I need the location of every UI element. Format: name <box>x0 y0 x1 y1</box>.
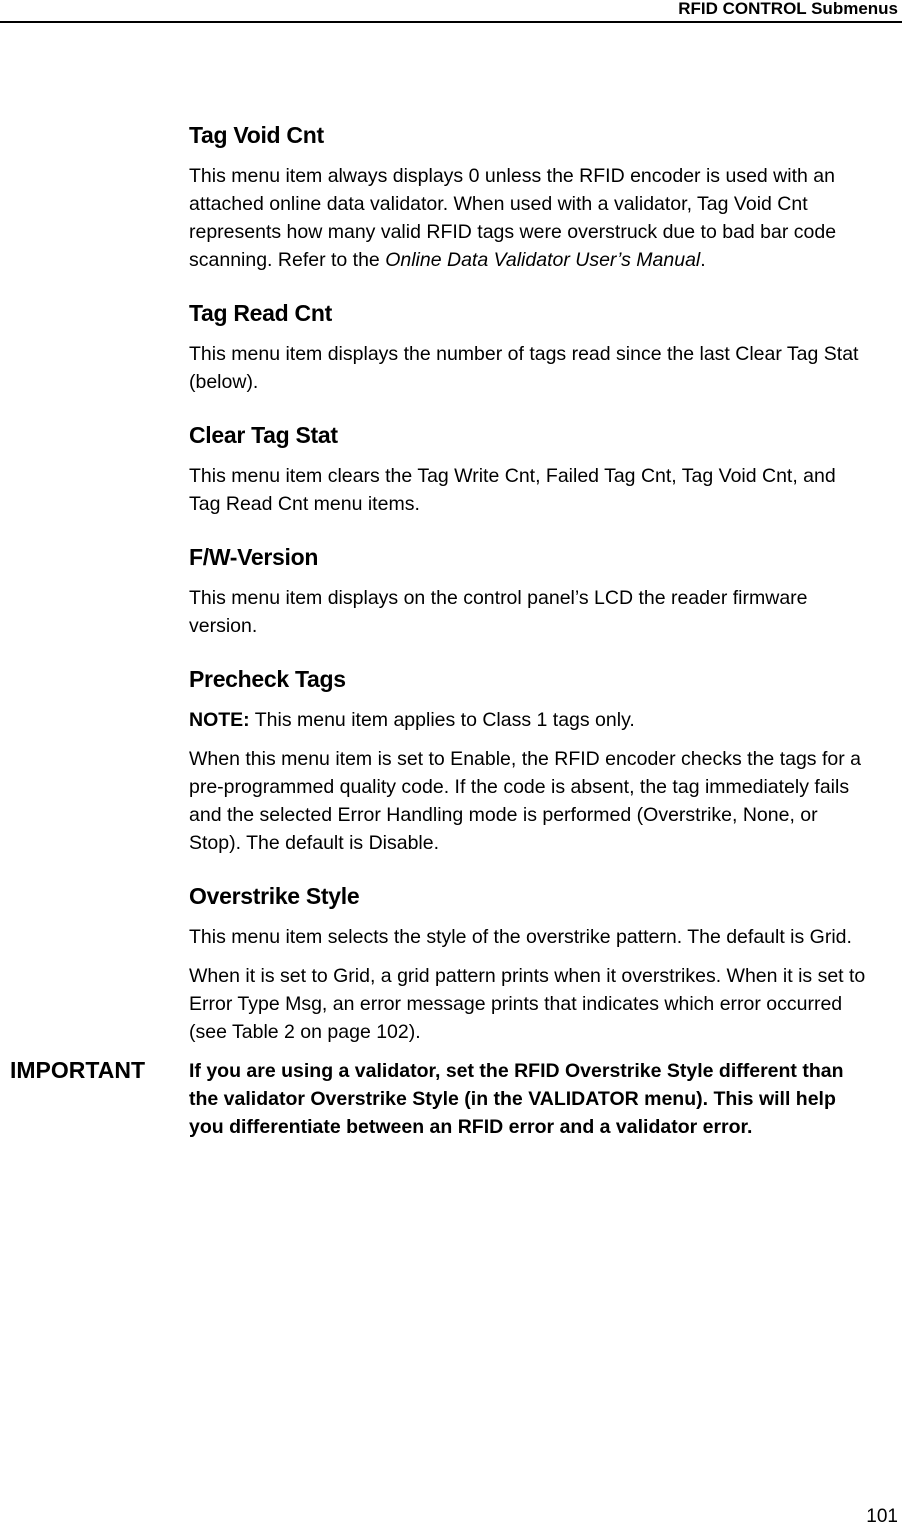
text-segment: Error Type Msg, an error message prints that indicates which error occurred <box>189 993 843 1015</box>
text-line <box>189 745 901 773</box>
text-line <box>189 706 901 734</box>
text-segment: and the selected Error Handling mode is performed (Overstrike, None, or <box>189 804 818 826</box>
text-segment: This menu item displays the number of tags read since the last Clear Tag Stat <box>189 343 859 365</box>
text-line <box>189 773 901 801</box>
text-line <box>189 829 901 857</box>
text-segment: When it is set to Grid, a grid pattern prints when it overstrikes. When it is set to <box>189 965 866 987</box>
important-line: you differentiate between an RFID error and a validator error. <box>189 1116 753 1138</box>
important-line: the validator Overstrike Style (in the VALIDATOR menu). This will help <box>189 1088 836 1110</box>
text-line <box>189 340 901 368</box>
text-line <box>189 218 901 246</box>
text-segment: This menu item applies to Class 1 tags only. <box>249 709 635 731</box>
section <box>189 881 901 1046</box>
paragraph <box>189 162 901 274</box>
section <box>189 298 901 396</box>
text-segment: When this menu item is set to Enable, the RFID encoder checks the tags for a <box>189 748 861 770</box>
text-segment: Stop). The default is Disable. <box>189 832 440 854</box>
text-line <box>189 962 901 990</box>
section-heading: Overstrike Style <box>189 883 360 909</box>
paragraph <box>189 584 901 640</box>
text-line <box>189 612 901 640</box>
text-segment: represents how many valid RFID tags were overstruck due to bad bar code <box>189 221 837 243</box>
section <box>189 542 901 640</box>
page-content <box>10 120 901 1141</box>
text-line <box>189 246 901 274</box>
manual-title: Online Data Validator User’s Manual <box>385 249 701 271</box>
section-heading: F/W-Version <box>189 544 319 570</box>
text-line <box>189 990 901 1018</box>
important-callout <box>10 1057 901 1141</box>
text-segment: pre-programmed quality code. If the code is absent, the tag immediately fails <box>189 776 850 798</box>
text-line <box>189 584 901 612</box>
paragraph <box>189 340 901 396</box>
text-segment: scanning. Refer to the <box>189 249 386 271</box>
header-rule <box>0 21 902 23</box>
text-segment: attached online data validator. When used with a validator, Tag Void Cnt <box>189 193 808 215</box>
section <box>189 120 901 274</box>
text-line <box>189 490 901 518</box>
text-line <box>189 923 901 951</box>
page-number: 101 <box>866 1506 898 1527</box>
important-label: IMPORTANT <box>10 1057 146 1083</box>
text-line <box>189 462 901 490</box>
section-heading: Tag Read Cnt <box>189 300 332 326</box>
section-heading: Clear Tag Stat <box>189 422 338 448</box>
text-segment: This menu item always displays 0 unless the RFID encoder is used with an <box>189 165 835 187</box>
paragraph <box>189 745 901 857</box>
text-line <box>189 162 901 190</box>
text-segment: version. <box>189 615 258 637</box>
text-segment: (below). <box>189 371 259 393</box>
section-heading: Precheck Tags <box>189 666 346 692</box>
text-line <box>189 368 901 396</box>
text-line <box>189 1018 901 1046</box>
text-segment: . <box>700 249 706 271</box>
paragraph <box>189 462 901 518</box>
text-segment: This menu item clears the Tag Write Cnt, Failed Tag Cnt, Tag Void Cnt, and <box>189 465 836 487</box>
paragraph <box>189 706 901 734</box>
important-line: If you are using a validator, set the RFID Overstrike Style different than <box>189 1060 844 1082</box>
text-segment: This menu item selects the style of the overstrike pattern. The default is Grid. <box>189 926 852 948</box>
section <box>189 420 901 518</box>
running-header: RFID CONTROL Submenus <box>678 0 898 18</box>
paragraph <box>189 923 901 951</box>
section <box>189 664 901 857</box>
note-label: NOTE: <box>189 709 250 731</box>
text-line <box>189 801 901 829</box>
text-line <box>189 190 901 218</box>
section-heading: Tag Void Cnt <box>189 122 324 148</box>
text-segment: This menu item displays on the control panel’s LCD the reader firmware <box>189 587 808 609</box>
important-text <box>189 1057 901 1141</box>
text-segment: Tag Read Cnt menu items. <box>189 493 420 515</box>
text-segment: (see Table 2 on page 102). <box>189 1021 421 1043</box>
paragraph <box>189 962 901 1046</box>
